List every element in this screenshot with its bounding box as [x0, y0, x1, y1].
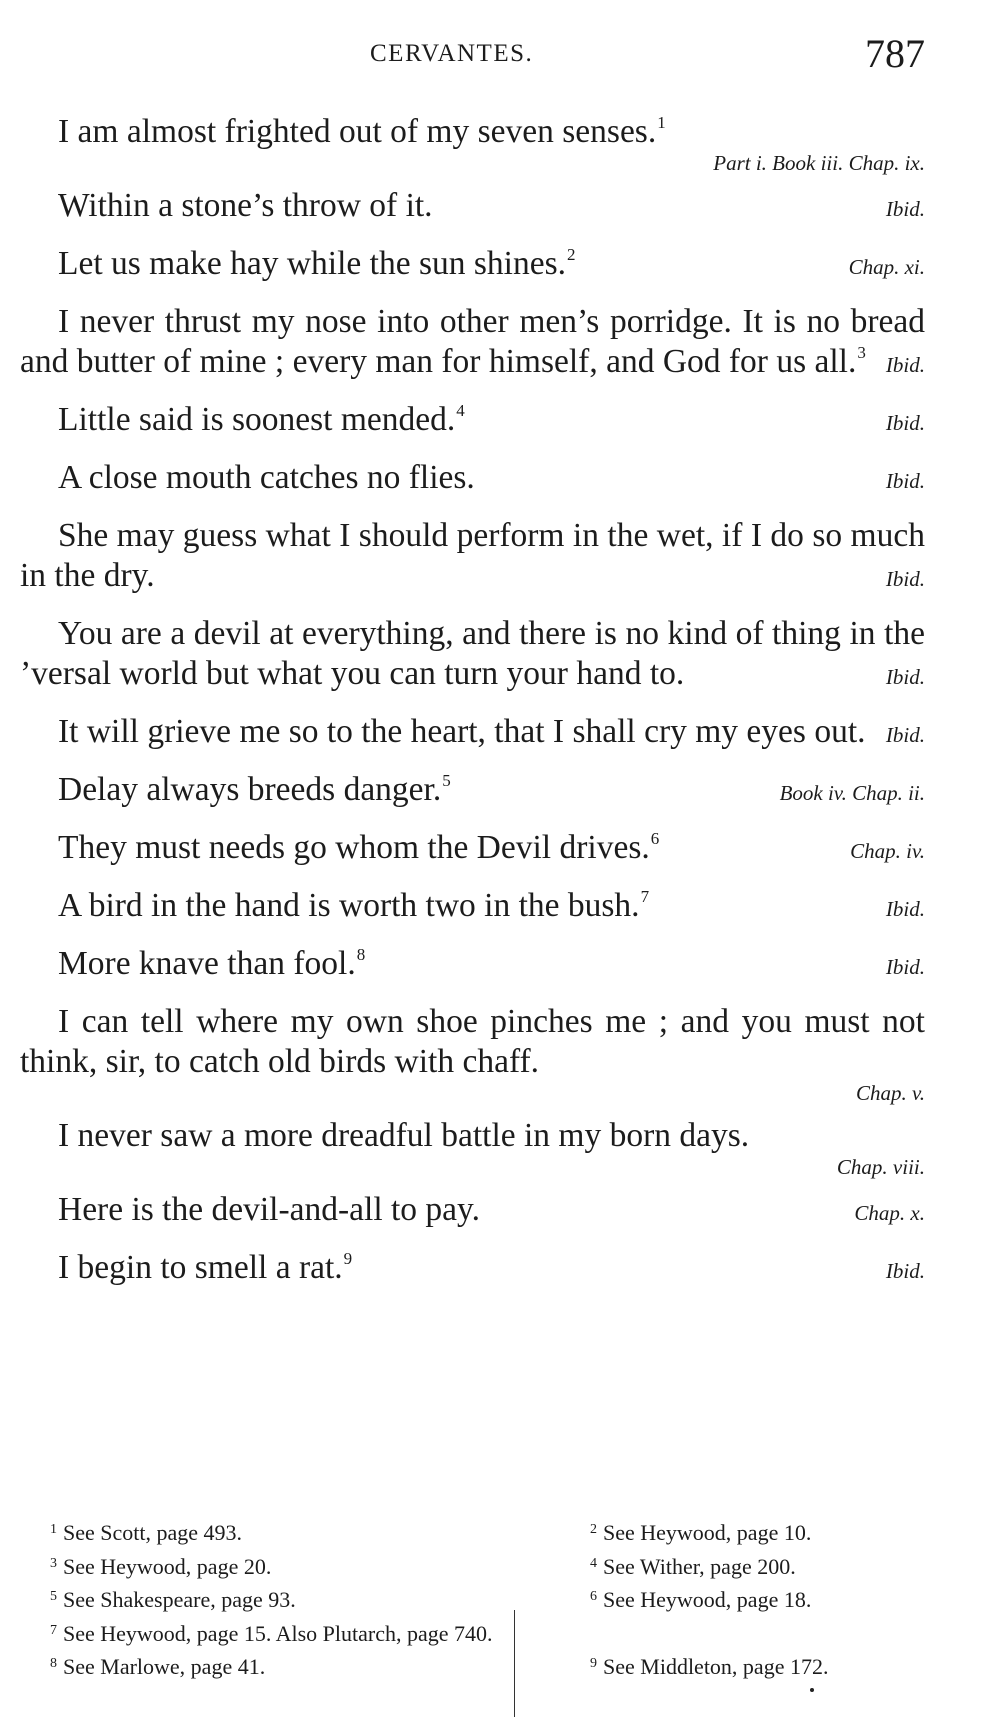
quote-text: You are a devil at everything, and there is no kind of thing in the ’versal world but what you can turn your hand to.: [20, 615, 925, 692]
quote-14: [20, 1002, 925, 1106]
quote-text: I am almost frighted out of my seven senses.: [58, 113, 657, 150]
quote-citation: Ibid.: [885, 197, 925, 221]
footnote-text: See Marlowe, page 41.: [63, 1654, 266, 1679]
quote-text: Little said is soonest mended.: [58, 401, 456, 438]
quote-text: I never thrust my nose into other men’s porridge. It is no bread and butter of mine ; every man for himself, and God for us all.: [20, 303, 925, 380]
footnote-ref: 2: [566, 245, 576, 264]
footnote-ref: 1: [657, 113, 666, 132]
quote-5: [20, 400, 925, 440]
footnote-number: 8: [50, 1656, 57, 1671]
quote-text: I begin to smell a rat.: [58, 1249, 343, 1286]
footnote-row: [50, 1582, 930, 1616]
footnote-number: 3: [50, 1555, 57, 1571]
gutter-rule: [514, 1610, 515, 1717]
footnote-row: [50, 1649, 930, 1683]
footnote-1: [50, 1515, 590, 1549]
quote-citation: Ibid.: [885, 353, 925, 377]
quote-3: [20, 244, 925, 284]
quote-citation: Chap. x.: [854, 1201, 925, 1225]
quote-citation: Ibid.: [885, 411, 925, 435]
footnote-text: See Heywood, page 10.: [603, 1520, 812, 1545]
running-head: CERVANTES.: [370, 40, 534, 67]
footnote-text: See Shakespeare, page 93.: [63, 1587, 296, 1612]
quote-text: Delay always breeds danger.: [58, 771, 442, 808]
quote-text: I never saw a more dreadful battle in my born days.: [58, 1117, 750, 1154]
quote-text: A bird in the hand is worth two in the bush.: [58, 887, 640, 924]
footnote-number: 6: [590, 1589, 597, 1604]
quote-4: [20, 302, 925, 382]
quote-9: [20, 712, 925, 752]
quote-list: [20, 112, 925, 1306]
quote-10: [20, 770, 925, 810]
footnote-8: [50, 1649, 590, 1683]
footnote-row: [50, 1515, 930, 1549]
quote-text: I can tell where my own shoe pinches me ; and you must not think, sir, to catch old birds with chaff.: [20, 1003, 925, 1080]
footnote-6: [590, 1582, 811, 1616]
footnote-ref: 6: [650, 829, 660, 848]
quote-citation: Ibid.: [885, 723, 925, 747]
quote-text: More knave than fool.: [58, 945, 356, 982]
footnote-text: See Heywood, page 18.: [603, 1587, 812, 1612]
footnote-number: 1: [50, 1522, 57, 1537]
ink-speck: [810, 1688, 814, 1692]
quote-citation: Chap. v.: [855, 1081, 925, 1105]
footnote-4: [590, 1549, 796, 1583]
quote-citation: Ibid.: [885, 1259, 925, 1283]
footnote-text: See Heywood, page 15. Also Plutarch, page 740.: [63, 1620, 493, 1646]
footnote-ref: 4: [456, 401, 465, 420]
quote-15: [20, 1116, 925, 1180]
quote-7: [20, 516, 925, 596]
footnote-number: 5: [50, 1589, 57, 1604]
quote-citation: Ibid.: [885, 469, 925, 493]
quote-11: [20, 828, 925, 868]
footnote-number: 9: [590, 1656, 597, 1671]
footnote-ref: 3: [857, 343, 866, 362]
footnote-text: See Heywood, page 20.: [63, 1553, 272, 1579]
quote-citation: Chap. viii.: [836, 1155, 925, 1179]
quote-text: Here is the devil-and-all to pay.: [58, 1191, 481, 1228]
quote-17: [20, 1248, 925, 1288]
quote-6: [20, 458, 925, 498]
quote-8: [20, 614, 925, 694]
footnote-number: 7: [50, 1622, 57, 1638]
quote-2: [20, 186, 925, 226]
footnote-2: [590, 1515, 811, 1549]
quote-text: She may guess what I should perform in the wet, if I do so much in the dry.: [20, 517, 925, 594]
quote-13: [20, 944, 925, 984]
quote-text: Let us make hay while the sun shines.: [58, 245, 566, 282]
quote-text: A close mouth catches no flies.: [58, 459, 475, 496]
footnote-number: 4: [590, 1555, 597, 1571]
quote-citation: Ibid.: [885, 567, 925, 591]
footnote-row: [50, 1549, 930, 1583]
quote-citation: Book iv. Chap. ii.: [779, 781, 925, 805]
quote-12: [20, 886, 925, 926]
footnote-text: See Wither, page 200.: [603, 1553, 796, 1579]
footnote-number: 2: [590, 1522, 597, 1537]
quote-citation: Chap. iv.: [850, 839, 925, 863]
footnotes: [50, 1515, 930, 1683]
quote-citation: Ibid.: [885, 897, 925, 921]
footnote-ref: 9: [343, 1249, 353, 1268]
footnote-text: See Scott, page 493.: [63, 1520, 243, 1545]
quote-text: They must needs go whom the Devil drives.: [58, 829, 650, 866]
quote-citation: Chap. xi.: [848, 255, 925, 279]
footnote-ref: 7: [640, 887, 650, 906]
footnote-5: [50, 1582, 590, 1616]
page-number: 787: [865, 31, 925, 76]
quote-text: Within a stone’s throw of it.: [58, 187, 433, 224]
footnote-3: [50, 1549, 590, 1583]
quote-16: [20, 1190, 925, 1230]
footnote-text: See Middleton, page 172.: [603, 1654, 829, 1679]
quote-citation: Ibid.: [885, 955, 925, 979]
quote-citation: Part i. Book iii. Chap. ix.: [713, 151, 925, 175]
quote-citation: Ibid.: [885, 665, 925, 689]
quote-1: [20, 112, 925, 176]
footnote-ref: 8: [356, 945, 366, 964]
quote-text: It will grieve me so to the heart, that I shall cry my eyes out.: [58, 713, 866, 750]
footnote-row: [50, 1616, 930, 1650]
footnote-7: [50, 1616, 493, 1650]
footnote-ref: 5: [442, 771, 451, 790]
footnote-9: [590, 1649, 828, 1683]
